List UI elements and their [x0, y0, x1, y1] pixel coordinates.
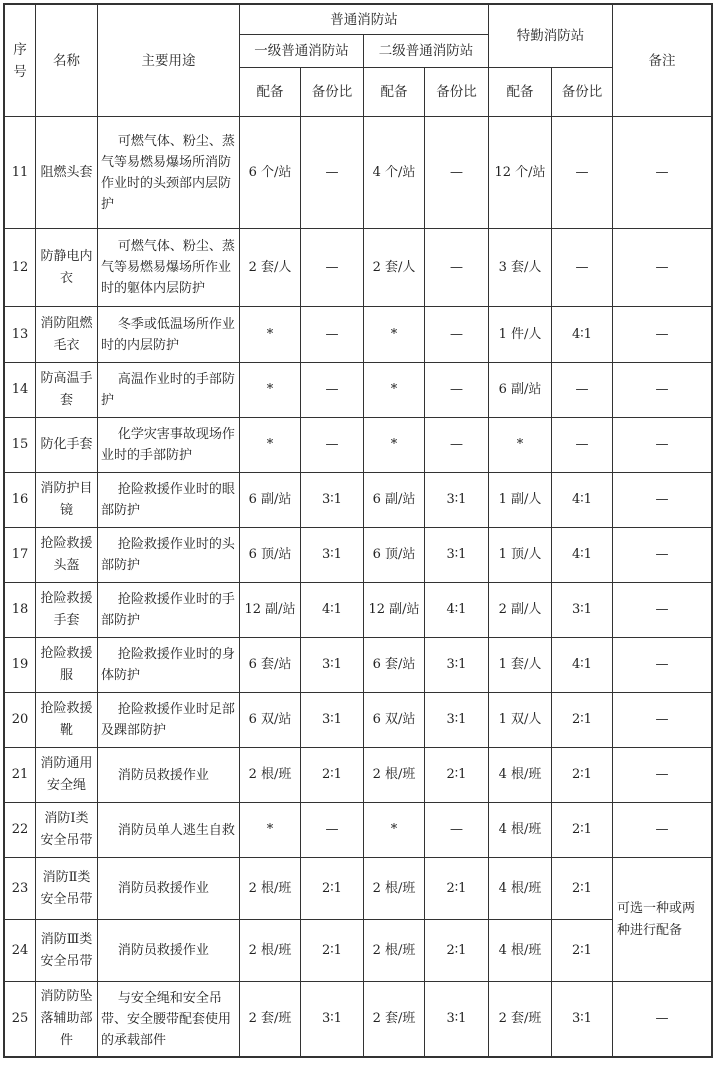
item-name: 消防Ⅰ类安全吊带 [36, 803, 98, 858]
item-usage: 消防员单人逃生自救 [98, 803, 240, 858]
level2-ratio: 3∶1 [425, 693, 489, 748]
special-equip: 6 副/站 [489, 363, 552, 418]
level2-equip: 6 套/站 [364, 638, 425, 693]
level2-equip: 2 套/班 [364, 982, 425, 1057]
remark: — [613, 363, 712, 418]
row-number: 23 [5, 858, 36, 920]
item-name: 消防防坠落辅助部件 [36, 982, 98, 1057]
remark: — [613, 418, 712, 473]
special-ratio: — [552, 117, 613, 229]
special-equip: 1 套/人 [489, 638, 552, 693]
table-row [5, 693, 712, 748]
header-equip: 配备 [364, 68, 425, 117]
special-ratio: 4∶1 [552, 307, 613, 363]
special-ratio: 2∶1 [552, 803, 613, 858]
header-name: 名称 [36, 5, 98, 117]
level2-equip: * [364, 418, 425, 473]
special-equip: 12 个/站 [489, 117, 552, 229]
special-ratio: 2∶1 [552, 748, 613, 803]
special-ratio: 3∶1 [552, 583, 613, 638]
level1-equip: 6 双/站 [240, 693, 301, 748]
header-special-station: 特勤消防站 [489, 5, 613, 68]
level1-ratio: 4∶1 [301, 583, 364, 638]
level2-equip: 4 个/站 [364, 117, 425, 229]
item-usage: 抢险救援作业时的眼部防护 [98, 473, 240, 528]
item-name: 防化手套 [36, 418, 98, 473]
level2-ratio: — [425, 229, 489, 307]
table-row [5, 638, 712, 693]
row-number: 25 [5, 982, 36, 1057]
level1-ratio: — [301, 803, 364, 858]
table-row [5, 418, 712, 473]
header-equip: 配备 [240, 68, 301, 117]
item-usage: 抢险救援作业时足部及踝部防护 [98, 693, 240, 748]
header-level1: 一级普通消防站 [240, 35, 364, 68]
item-name: 消防护目镜 [36, 473, 98, 528]
level1-equip: 2 套/人 [240, 229, 301, 307]
item-usage: 冬季或低温场所作业时的内层防护 [98, 307, 240, 363]
level1-equip: 6 顶/站 [240, 528, 301, 583]
item-name: 防静电内衣 [36, 229, 98, 307]
level2-ratio: 3∶1 [425, 638, 489, 693]
level2-ratio: — [425, 418, 489, 473]
header-usage: 主要用途 [98, 5, 240, 117]
remark: — [613, 693, 712, 748]
item-name: 抢险救援服 [36, 638, 98, 693]
table-row [5, 858, 712, 920]
level1-ratio: 2∶1 [301, 858, 364, 920]
item-usage: 消防员救援作业 [98, 858, 240, 920]
header-remark: 备注 [613, 5, 712, 117]
level1-ratio: — [301, 117, 364, 229]
remark: — [613, 638, 712, 693]
item-name: 消防阻燃毛衣 [36, 307, 98, 363]
remark: — [613, 803, 712, 858]
level2-ratio: 2∶1 [425, 920, 489, 982]
header-level2: 二级普通消防站 [364, 35, 489, 68]
row-number: 16 [5, 473, 36, 528]
special-ratio: 4∶1 [552, 473, 613, 528]
table-row [5, 473, 712, 528]
special-equip: 3 套/人 [489, 229, 552, 307]
item-name: 抢险救援头盔 [36, 528, 98, 583]
level2-equip: 2 套/人 [364, 229, 425, 307]
level2-equip: 6 副/站 [364, 473, 425, 528]
item-usage: 消防员救援作业 [98, 748, 240, 803]
special-ratio: 2∶1 [552, 858, 613, 920]
item-name: 消防Ⅱ类安全吊带 [36, 858, 98, 920]
level1-equip: 2 根/班 [240, 858, 301, 920]
level1-ratio: 3∶1 [301, 693, 364, 748]
item-usage: 可燃气体、粉尘、蒸气等易燃易爆场所作业时的躯体内层防护 [98, 229, 240, 307]
level1-equip: 6 套/站 [240, 638, 301, 693]
item-usage: 抢险救援作业时的身体防护 [98, 638, 240, 693]
item-usage: 高温作业时的手部防护 [98, 363, 240, 418]
row-number: 21 [5, 748, 36, 803]
table-row [5, 803, 712, 858]
table-row [5, 363, 712, 418]
table-row [5, 920, 712, 982]
item-usage: 抢险救援作业时的头部防护 [98, 528, 240, 583]
level1-ratio: — [301, 363, 364, 418]
item-name: 阻燃头套 [36, 117, 98, 229]
level2-ratio: 2∶1 [425, 858, 489, 920]
header-ordinary-station: 普通消防站 [240, 5, 489, 35]
level1-ratio: 2∶1 [301, 920, 364, 982]
item-name: 抢险救援手套 [36, 583, 98, 638]
row-number: 12 [5, 229, 36, 307]
level1-equip: 6 副/站 [240, 473, 301, 528]
row-number: 24 [5, 920, 36, 982]
table-row [5, 307, 712, 363]
row-number: 11 [5, 117, 36, 229]
item-name: 消防通用安全绳 [36, 748, 98, 803]
level1-ratio: — [301, 229, 364, 307]
header-seq: 序号 [5, 5, 36, 117]
level1-equip: * [240, 803, 301, 858]
remark: — [613, 583, 712, 638]
level2-equip: * [364, 363, 425, 418]
level2-equip: * [364, 803, 425, 858]
level2-equip: 6 双/站 [364, 693, 425, 748]
remark: — [613, 982, 712, 1057]
level2-ratio: 4∶1 [425, 583, 489, 638]
level1-ratio: 3∶1 [301, 528, 364, 583]
special-ratio: 4∶1 [552, 528, 613, 583]
remark: — [613, 229, 712, 307]
level1-ratio: 3∶1 [301, 473, 364, 528]
level2-ratio: — [425, 117, 489, 229]
level1-equip: * [240, 307, 301, 363]
level1-ratio: — [301, 307, 364, 363]
row-number: 13 [5, 307, 36, 363]
row-number: 20 [5, 693, 36, 748]
item-usage: 化学灾害事故现场作业时的手部防护 [98, 418, 240, 473]
level2-ratio: 3∶1 [425, 528, 489, 583]
level1-equip: 12 副/站 [240, 583, 301, 638]
table-row [5, 117, 712, 229]
level1-ratio: 3∶1 [301, 638, 364, 693]
item-usage: 抢险救援作业时的手部防护 [98, 583, 240, 638]
table-row [5, 583, 712, 638]
remark: — [613, 528, 712, 583]
row-number: 18 [5, 583, 36, 638]
special-equip: 1 顶/人 [489, 528, 552, 583]
header-equip: 配备 [489, 68, 552, 117]
special-ratio: — [552, 229, 613, 307]
level1-ratio: — [301, 418, 364, 473]
special-equip: 4 根/班 [489, 803, 552, 858]
special-ratio: — [552, 363, 613, 418]
item-usage: 可燃气体、粉尘、蒸气等易燃易爆场所消防作业时的头颈部内层防护 [98, 117, 240, 229]
row-number: 17 [5, 528, 36, 583]
remark: — [613, 307, 712, 363]
equipment-table [4, 4, 712, 1057]
level1-equip: 2 根/班 [240, 748, 301, 803]
level2-equip: 2 根/班 [364, 748, 425, 803]
level2-ratio: — [425, 363, 489, 418]
level2-ratio: — [425, 307, 489, 363]
level2-equip: * [364, 307, 425, 363]
item-usage: 与安全绳和安全吊带、安全腰带配套使用的承载部件 [98, 982, 240, 1057]
special-equip: 2 套/班 [489, 982, 552, 1057]
level2-ratio: — [425, 803, 489, 858]
table-row [5, 748, 712, 803]
level2-equip: 6 顶/站 [364, 528, 425, 583]
item-usage: 消防员救援作业 [98, 920, 240, 982]
header-ratio: 备份比 [301, 68, 364, 117]
remark: — [613, 473, 712, 528]
table-row [5, 528, 712, 583]
level2-equip: 2 根/班 [364, 858, 425, 920]
table-row [5, 982, 712, 1057]
special-equip: 1 双/人 [489, 693, 552, 748]
item-name: 防高温手套 [36, 363, 98, 418]
item-name: 抢险救援靴 [36, 693, 98, 748]
level2-equip: 2 根/班 [364, 920, 425, 982]
special-ratio: 2∶1 [552, 920, 613, 982]
item-name: 消防Ⅲ类安全吊带 [36, 920, 98, 982]
special-ratio: 3∶1 [552, 982, 613, 1057]
header-ratio: 备份比 [552, 68, 613, 117]
special-equip: * [489, 418, 552, 473]
table-row [5, 229, 712, 307]
level1-equip: 2 套/班 [240, 982, 301, 1057]
remark: — [613, 748, 712, 803]
special-equip: 4 根/班 [489, 748, 552, 803]
level2-ratio: 2∶1 [425, 748, 489, 803]
special-equip: 1 副/人 [489, 473, 552, 528]
level1-ratio: 3∶1 [301, 982, 364, 1057]
special-ratio: 4∶1 [552, 638, 613, 693]
level2-equip: 12 副/站 [364, 583, 425, 638]
remark: — [613, 117, 712, 229]
special-ratio: 2∶1 [552, 693, 613, 748]
row-number: 22 [5, 803, 36, 858]
row-number: 19 [5, 638, 36, 693]
level1-equip: 6 个/站 [240, 117, 301, 229]
special-equip: 4 根/班 [489, 858, 552, 920]
special-equip: 1 件/人 [489, 307, 552, 363]
special-equip: 4 根/班 [489, 920, 552, 982]
special-ratio: — [552, 418, 613, 473]
row-number: 15 [5, 418, 36, 473]
level2-ratio: 3∶1 [425, 982, 489, 1057]
remark: 可选一种或两种进行配备 [613, 858, 712, 982]
header-ratio: 备份比 [425, 68, 489, 117]
level1-ratio: 2∶1 [301, 748, 364, 803]
level1-equip: * [240, 418, 301, 473]
level1-equip: * [240, 363, 301, 418]
special-equip: 2 副/人 [489, 583, 552, 638]
row-number: 14 [5, 363, 36, 418]
level2-ratio: 3∶1 [425, 473, 489, 528]
level1-equip: 2 根/班 [240, 920, 301, 982]
